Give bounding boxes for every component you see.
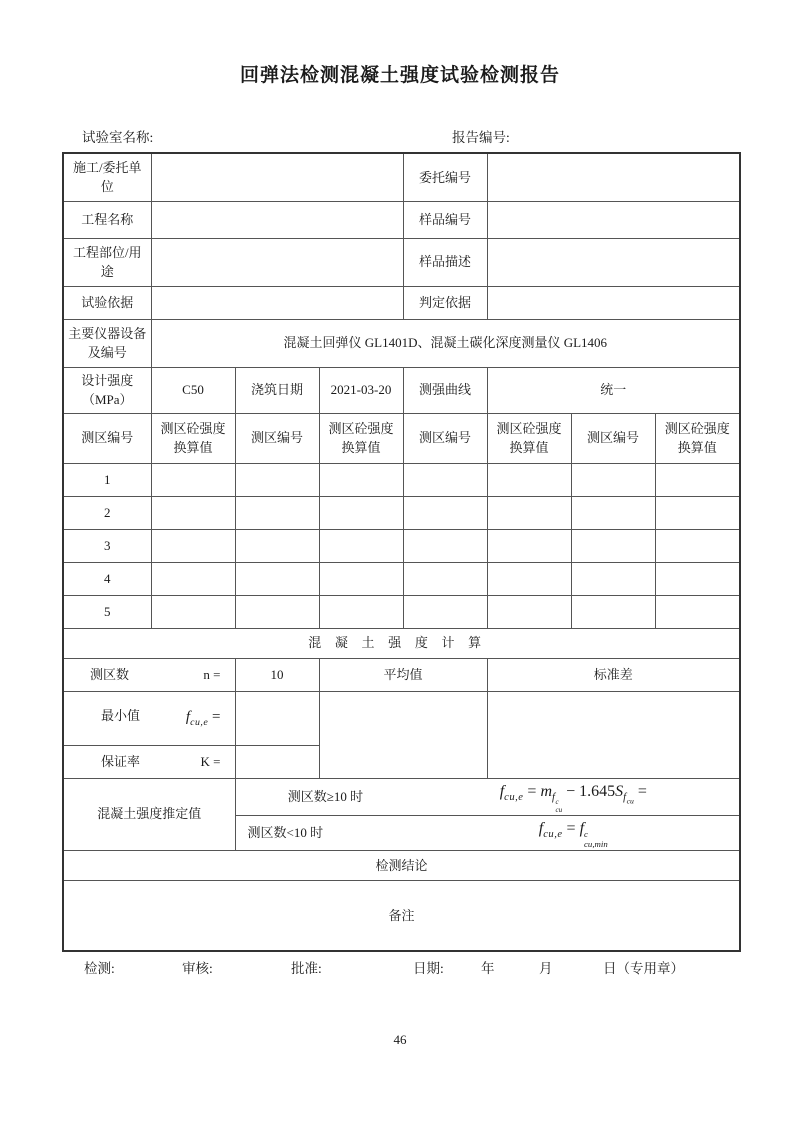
- remarks-cell: 备注: [63, 880, 740, 951]
- zone-value-cell: [655, 529, 740, 562]
- assurance-value-cell: [235, 745, 319, 778]
- zone-value-cell: [151, 562, 235, 595]
- mean-label: 平均值: [319, 658, 487, 691]
- header-zone-no: 测区编号: [571, 413, 655, 463]
- value-project-name: [151, 201, 403, 238]
- assurance-symbol: K =: [200, 753, 221, 769]
- table-row: [63, 778, 740, 816]
- zone-count-symbol: n =: [203, 666, 221, 682]
- estimate-case1-cell: [235, 778, 740, 816]
- assurance-cell: [63, 745, 235, 778]
- value-strength-curve: 统一: [487, 367, 740, 413]
- zone-header-row: [63, 413, 740, 463]
- zone-value-cell: [487, 463, 571, 496]
- table-row: [63, 201, 740, 238]
- table-row: [63, 153, 740, 201]
- zone-data-row: [63, 562, 740, 595]
- zone-value-cell: [655, 595, 740, 628]
- value-construction-unit: [151, 153, 403, 201]
- zone-value-cell: [655, 562, 740, 595]
- label-equipment: 主要仪器设备及编号: [63, 319, 151, 367]
- std-label: 标准差: [487, 658, 740, 691]
- zone-number: 5: [63, 595, 151, 628]
- zone-value-cell: [571, 562, 655, 595]
- table-row: [63, 286, 740, 319]
- zone-count-value: 10: [235, 658, 319, 691]
- value-sample-no: [487, 201, 740, 238]
- zone-value-cell: [403, 463, 487, 496]
- zone-count-cell: [63, 658, 235, 691]
- zone-value-cell: [235, 562, 319, 595]
- value-equipment: 混凝土回弹仪 GL1401D、混凝土碳化深度测量仪 GL1406: [151, 319, 740, 367]
- zone-value-cell: [235, 595, 319, 628]
- signature-row: [62, 957, 739, 977]
- reviewer-label: 审核:: [182, 961, 213, 976]
- label-sample-no: 样品编号: [403, 201, 487, 238]
- case1-formula: $f_{cu,e} = m_f$ c cu − $1.645S_{fcu}$ =: [499, 782, 647, 814]
- zone-value-cell: [487, 562, 571, 595]
- zone-value-cell: [151, 463, 235, 496]
- zone-number: 3: [63, 529, 151, 562]
- zone-value-cell: [403, 496, 487, 529]
- value-test-basis: [151, 286, 403, 319]
- header-zone-no: 测区编号: [63, 413, 151, 463]
- zone-value-cell: [487, 529, 571, 562]
- min-value-input-cell: [235, 691, 319, 745]
- table-row: [63, 691, 740, 745]
- case2-formula: $f_{cu,e} = f$ c cu,min: [538, 820, 608, 849]
- zone-value-cell: [655, 463, 740, 496]
- value-judgment-basis: [487, 286, 740, 319]
- header-zone-strength: 测区砼强度换算值: [655, 413, 740, 463]
- header-zone-strength: 测区砼强度换算值: [151, 413, 235, 463]
- zone-value-cell: [571, 463, 655, 496]
- value-sample-desc: [487, 238, 740, 286]
- header-zone-no: 测区编号: [403, 413, 487, 463]
- report-number-label: 报告编号:: [452, 130, 510, 145]
- zone-number: 2: [63, 496, 151, 529]
- zone-value-cell: [487, 496, 571, 529]
- lab-name-label: 试验室名称:: [82, 130, 154, 145]
- zone-value-cell: [319, 463, 403, 496]
- value-design-strength: C50: [151, 367, 235, 413]
- label-design-strength: 设计强度（MPa）: [63, 367, 151, 413]
- zone-value-cell: [151, 595, 235, 628]
- zone-value-cell: [571, 496, 655, 529]
- label-construction-unit: 施工/委托单位: [63, 153, 151, 201]
- table-row: [63, 238, 740, 286]
- label-sample-desc: 样品描述: [403, 238, 487, 286]
- meta-row: [62, 126, 739, 146]
- day-seal-label: 日（专用章）: [603, 961, 684, 976]
- zone-number: 1: [63, 463, 151, 496]
- inspector-label: 检测:: [84, 961, 115, 976]
- zone-data-row: [63, 529, 740, 562]
- approver-label: 批准:: [291, 961, 322, 976]
- header-zone-strength: 测区砼强度换算值: [487, 413, 571, 463]
- conclusion-cell: 检测结论: [63, 850, 740, 880]
- zone-value-cell: [403, 529, 487, 562]
- min-value-cell: [63, 691, 235, 745]
- page-number: 46: [393, 1032, 407, 1047]
- label-test-basis: 试验依据: [63, 286, 151, 319]
- zone-value-cell: [403, 595, 487, 628]
- report-title: 回弹法检测混凝土强度试验检测报告: [239, 65, 560, 86]
- min-value-label: 最小值: [101, 707, 141, 723]
- header-zone-strength: 测区砼强度换算值: [319, 413, 403, 463]
- zone-value-cell: [235, 496, 319, 529]
- zone-data-row: [63, 463, 740, 496]
- zone-value-cell: [319, 529, 403, 562]
- table-row: [63, 628, 740, 658]
- zone-value-cell: [319, 595, 403, 628]
- min-value-formula: $f_{cu,e}$ =: [185, 708, 221, 728]
- value-project-part: [151, 238, 403, 286]
- zone-data-row: [63, 595, 740, 628]
- zone-value-cell: [655, 496, 740, 529]
- zone-value-cell: [403, 562, 487, 595]
- zone-value-cell: [319, 496, 403, 529]
- date-label: 日期:: [413, 961, 444, 976]
- case2-label: 测区数<10 时: [247, 825, 324, 841]
- std-value-cell: [487, 691, 740, 778]
- zone-value-cell: [571, 529, 655, 562]
- label-judgment-basis: 判定依据: [403, 286, 487, 319]
- table-row: [63, 850, 740, 880]
- year-label: 年: [481, 961, 495, 976]
- mean-value-cell: [319, 691, 487, 778]
- zone-count-label: 测区数: [90, 666, 130, 682]
- label-project-part: 工程部位/用途: [63, 238, 151, 286]
- value-commission-no: [487, 153, 740, 201]
- header-zone-no: 测区编号: [235, 413, 319, 463]
- zone-value-cell: [319, 562, 403, 595]
- month-label: 月: [539, 961, 553, 976]
- zone-value-cell: [151, 496, 235, 529]
- assurance-label: 保证率: [101, 753, 141, 769]
- zone-number: 4: [63, 562, 151, 595]
- case1-label: 测区数≥10 时: [287, 789, 364, 805]
- estimate-label: 混凝土强度推定值: [63, 778, 235, 850]
- calc-banner: 混凝土强度计算: [63, 628, 740, 658]
- report-table: [62, 152, 741, 952]
- value-pour-date: 2021-03-20: [319, 367, 403, 413]
- estimate-case2-cell: [235, 816, 740, 851]
- zone-value-cell: [235, 463, 319, 496]
- zone-value-cell: [487, 595, 571, 628]
- zone-value-cell: [571, 595, 655, 628]
- label-pour-date: 浇筑日期: [235, 367, 319, 413]
- zone-data-row: [63, 496, 740, 529]
- label-commission-no: 委托编号: [403, 153, 487, 201]
- table-row: [63, 367, 740, 413]
- label-strength-curve: 测强曲线: [403, 367, 487, 413]
- label-project-name: 工程名称: [63, 201, 151, 238]
- zone-value-cell: [151, 529, 235, 562]
- zone-value-cell: [235, 529, 319, 562]
- table-row: [63, 319, 740, 367]
- table-row: [63, 880, 740, 951]
- table-row: [63, 658, 740, 691]
